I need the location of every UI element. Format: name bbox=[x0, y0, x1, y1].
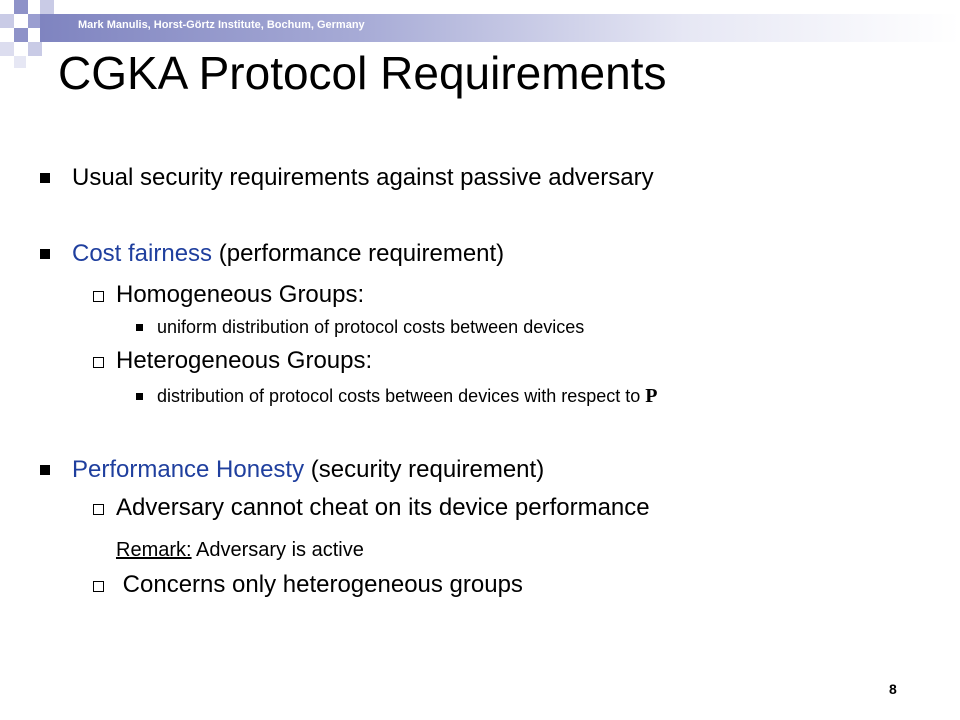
distribution-text: distribution of protocol costs between devices with respect to bbox=[157, 386, 646, 406]
decor-square bbox=[40, 0, 54, 14]
sub-heterogeneous-groups: Heterogeneous Groups: bbox=[116, 347, 373, 374]
slide-title: CGKA Protocol Requirements bbox=[58, 47, 667, 99]
hollow-square-bullet bbox=[93, 291, 104, 302]
header-author-text: Mark Manulis, Horst-Görtz Institute, Bochum, Germany bbox=[78, 19, 365, 31]
sub-concerns-heterogeneous: Concerns only heterogeneous groups bbox=[116, 571, 523, 598]
item-distribution-respect bbox=[157, 385, 657, 408]
decor-square bbox=[14, 28, 28, 42]
page-number: 8 bbox=[889, 681, 897, 697]
hollow-square-bullet bbox=[93, 581, 104, 592]
decor-square bbox=[28, 42, 42, 56]
remark-label: Remark: bbox=[116, 539, 192, 561]
performance-symbol: P bbox=[645, 385, 658, 407]
sub-homogeneous-groups: Homogeneous Groups: bbox=[116, 281, 365, 308]
remark-text: Adversary is active bbox=[191, 539, 364, 561]
hollow-square-bullet bbox=[93, 357, 104, 368]
bullet-small-square bbox=[136, 324, 143, 331]
decor-square bbox=[14, 56, 26, 68]
cost-fairness-rest: (performance requirement) bbox=[212, 240, 505, 267]
sub-adversary-cheat: Adversary cannot cheat on its device performance bbox=[116, 494, 650, 521]
performance-honesty-rest: (security requirement) bbox=[304, 456, 545, 483]
cost-fairness-term: Cost fairness bbox=[72, 240, 213, 267]
bullet-small-square bbox=[136, 393, 143, 400]
bullet-performance-honesty bbox=[72, 456, 544, 484]
performance-honesty-term: Performance Honesty bbox=[72, 456, 305, 483]
bullet-cost-fairness bbox=[72, 240, 504, 268]
item-uniform-distribution: uniform distribution of protocol costs between devices bbox=[157, 317, 585, 337]
decor-square bbox=[0, 42, 14, 56]
hollow-square-bullet bbox=[93, 504, 104, 515]
bullet-square bbox=[40, 249, 50, 259]
bullet-security-requirements: Usual security requirements against passive adversary bbox=[72, 164, 654, 191]
bullet-square bbox=[40, 465, 50, 475]
decor-square bbox=[0, 14, 14, 28]
decor-square bbox=[14, 0, 28, 14]
bullet-square bbox=[40, 173, 50, 183]
remark-line bbox=[116, 539, 364, 562]
